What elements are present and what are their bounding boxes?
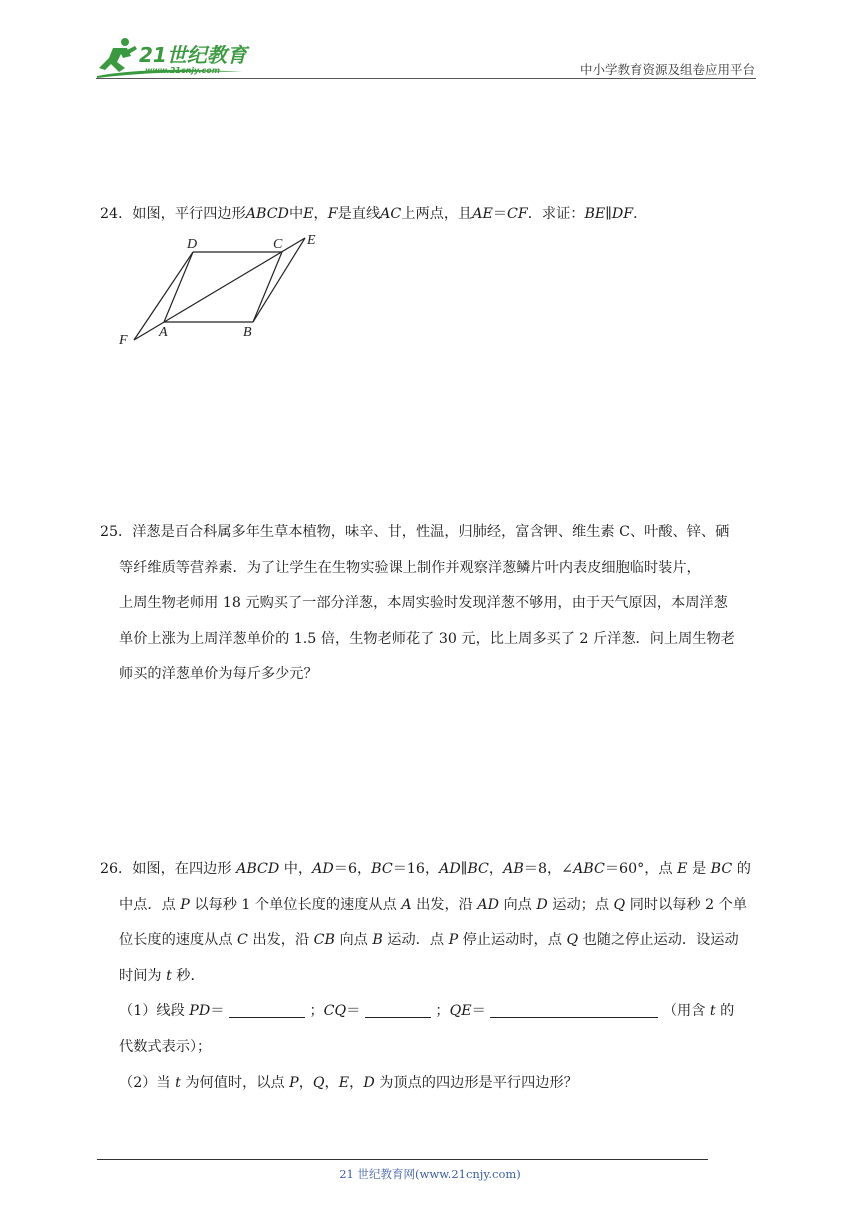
question-26-line-1: 26．如图，在四边形 ABCD 中，AD＝6，BC＝16，AD∥BC，AB＝8，∠ABC＝60°，点 E 是 BC 的 [100,861,751,877]
question-26 [100,852,762,1101]
question-25-line-3: 上周生物老师用 18 元购买了一部分洋葱，本周实验时发现洋葱不够用，由于天气原因，本周洋葱 [119,595,728,612]
question-26-part-2: （2）当 t 为何值时，以点 P，Q，E，D 为顶点的四边形是平行四边形？ [119,1074,578,1091]
label-c: C [273,237,283,252]
platform-name: 中小学教育资源及组卷应用平台 [579,62,755,77]
parallelogram-figure [112,230,332,348]
question-26-line-3: 位长度的速度从点 C 出发，沿 CB 向点 B 运动．点 P 停止运动时，点 Q 也随之停止运动．设运动 [119,932,739,949]
runner-icon [99,38,137,72]
answer-blank-pd[interactable] [229,1001,305,1018]
label-d: D [187,237,198,252]
segment-ad [164,252,193,322]
label-b: B [243,325,252,340]
logo-url: www.21cnjy.com [145,66,221,75]
site-logo [93,36,258,80]
question-26-line-2: 中点．点 P 以每秒 1 个单位长度的速度从点 A 出发，沿 AD 向点 D 运动；点 Q 同时以每秒 2 个单 [119,896,748,913]
label-f: F [119,333,128,348]
question-25 [100,515,762,693]
question-24-text: 24．如图，平行四边形ABCD中E，F是直线AC上两点，且AE＝CF．求证：BE∥DF． [100,206,648,222]
question-26-part-1-cont: 代数式表示）； [119,1038,212,1055]
footer-rule [97,1159,708,1160]
answer-blank-qe[interactable] [490,1001,658,1018]
footer-link[interactable]: 21 世纪教育网(www.21cnjy.com) [339,1167,521,1181]
question-25-line-1: 25．洋葱是百合科属多年生草本植物，味辛、甘，性温，归肺经，富含钾、维生素 C、叶酸、锌、硒 [100,524,730,540]
logo-text: 21世纪教育 [139,43,247,67]
answer-blank-cq[interactable] [365,1001,431,1018]
label-e: E [307,233,316,248]
question-26-part-1: （1）线段 PD＝ ；CQ＝ ；QE＝ （用含 t 的 [119,1003,735,1020]
question-25-line-2: 等纤维质等营养素．为了让学生在生物实验课上制作并观察洋葱鳞片叶内表皮细胞临时装片， [119,559,701,576]
question-26-line-4: 时间为 t 秒． [119,967,205,984]
header-rule [96,78,756,79]
question-25-line-4: 单价上涨为上周洋葱单价的 1.5 倍，生物老师花了 30 元，比上周多买了 2 斤洋葱．问上周生物老 [119,630,735,647]
label-a: A [159,325,168,340]
question-24 [100,197,762,233]
segment-bc [253,252,282,322]
question-25-line-5: 师买的洋葱单价为每斤多少元？ [119,666,318,683]
